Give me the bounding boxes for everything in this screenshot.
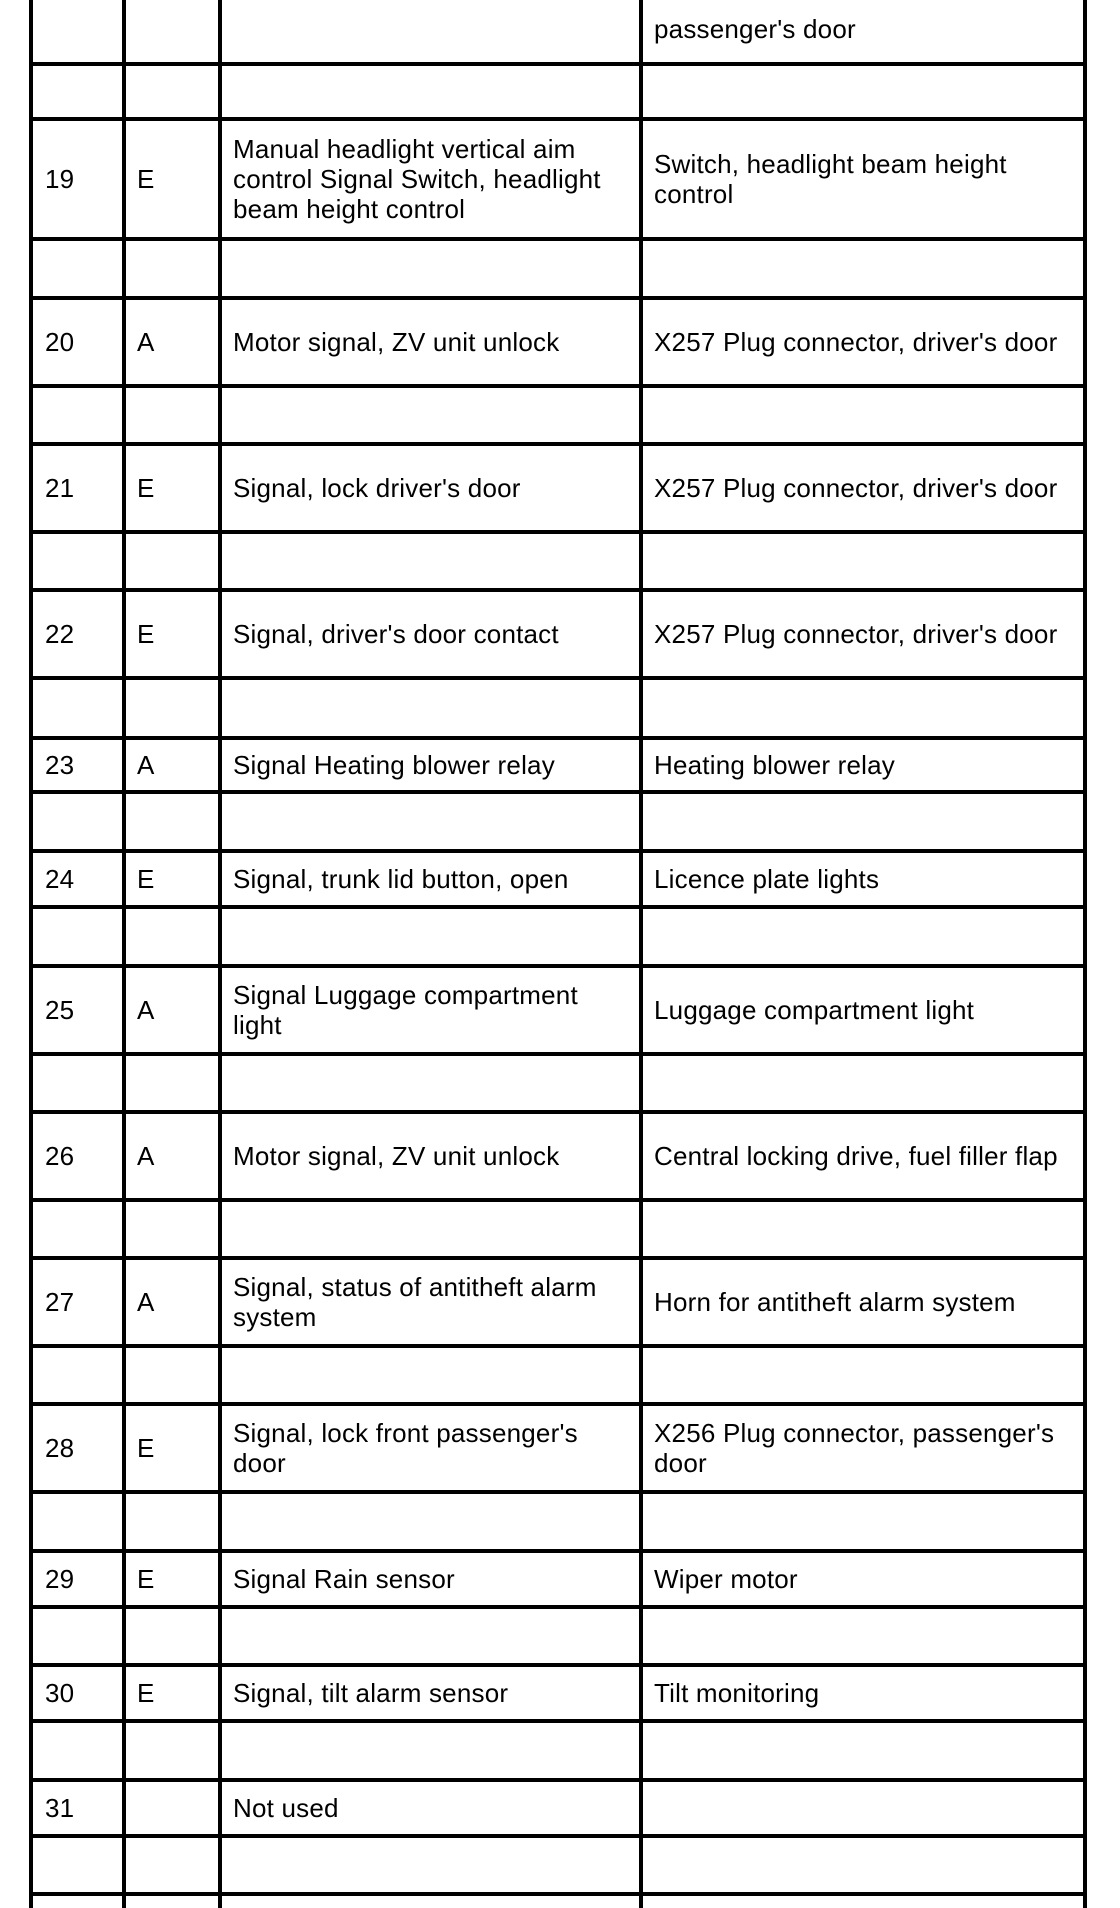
- io-cell: [126, 1782, 219, 1834]
- pin-cell: 27: [45, 1287, 75, 1317]
- signal-cell: Signal, tilt alarm sensor: [233, 1678, 509, 1708]
- component-cell: X257 Plug connector, driver's door: [654, 619, 1058, 649]
- row-divider: [29, 442, 1087, 446]
- component-cell: X257 Plug connector, driver's door: [654, 473, 1058, 503]
- component-cell: Tilt monitoring: [654, 1678, 820, 1708]
- io-cell: E: [137, 619, 155, 649]
- component-cell: passenger's door: [654, 14, 856, 44]
- row-divider: [29, 849, 1087, 853]
- signal-cell: Signal, status of antitheft alarm system: [233, 1272, 597, 1332]
- component-cell: Licence plate lights: [654, 864, 880, 894]
- row-divider: [29, 1490, 1087, 1494]
- io-cell: E: [137, 1433, 155, 1463]
- io-cell: E: [137, 1564, 155, 1594]
- row-divider: [29, 384, 1087, 388]
- pin-cell: 26: [45, 1141, 75, 1171]
- row-divider: [29, 62, 1087, 66]
- table-row: [0, 1260, 1120, 1344]
- table-row: [0, 1553, 1120, 1605]
- table-row: [0, 1406, 1120, 1490]
- io-cell: E: [137, 164, 155, 194]
- signal-cell: Not used: [233, 1793, 339, 1823]
- row-divider: [29, 790, 1087, 794]
- table-row: [0, 300, 1120, 384]
- table-row: [0, 592, 1120, 676]
- row-divider: [29, 588, 1087, 592]
- row-divider: [29, 237, 1087, 241]
- row-divider: [29, 1663, 1087, 1667]
- pin-cell: [34, 6, 124, 62]
- component-cell: Central locking drive, fuel filler flap: [654, 1141, 1058, 1171]
- pin-cell: 20: [45, 327, 75, 357]
- column-divider: [1083, 0, 1087, 1908]
- component-cell: Switch, headlight beam height control: [654, 149, 1007, 209]
- signal-cell: Signal, trunk lid button, open: [233, 864, 569, 894]
- component-cell: Wiper motor: [654, 1564, 798, 1594]
- pin-cell: 30: [45, 1678, 75, 1708]
- signal-cell: Motor signal, ZV unit unlock: [233, 1141, 560, 1171]
- pin-cell: 31: [45, 1793, 75, 1823]
- row-divider: [29, 1052, 1087, 1056]
- table-row: [0, 6, 1120, 62]
- row-divider: [29, 1198, 1087, 1202]
- component-cell: [643, 1782, 1083, 1834]
- signal-cell: Manual headlight vertical aim control Signal Switch, headlight beam height control: [233, 134, 601, 224]
- row-divider: [29, 1834, 1087, 1838]
- row-divider: [29, 1549, 1087, 1553]
- signal-cell: Signal Heating blower relay: [233, 750, 555, 780]
- io-cell: E: [137, 1678, 155, 1708]
- io-cell: [126, 6, 219, 62]
- row-divider: [29, 1719, 1087, 1723]
- row-divider: [29, 1778, 1087, 1782]
- row-divider: [29, 1256, 1087, 1260]
- pin-cell: 22: [45, 619, 75, 649]
- pin-cell: 25: [45, 995, 75, 1025]
- signal-cell: Signal, driver's door contact: [233, 619, 559, 649]
- column-divider: [122, 0, 126, 1908]
- table-row: [0, 968, 1120, 1052]
- pin-cell: 29: [45, 1564, 75, 1594]
- component-cell: Luggage compartment light: [654, 995, 975, 1025]
- table-row: [0, 1667, 1120, 1719]
- row-divider: [29, 117, 1087, 121]
- pin-cell: 19: [45, 164, 75, 194]
- row-divider: [29, 736, 1087, 740]
- component-cell: Heating blower relay: [654, 750, 896, 780]
- table-row: [0, 740, 1120, 790]
- column-divider: [218, 0, 222, 1908]
- row-divider: [29, 676, 1087, 680]
- component-cell: X257 Plug connector, driver's door: [654, 327, 1058, 357]
- io-cell: E: [137, 473, 155, 503]
- row-divider: [29, 964, 1087, 968]
- row-divider: [29, 296, 1087, 300]
- table-row: [0, 1114, 1120, 1198]
- pin-cell: 21: [45, 473, 75, 503]
- row-divider: [29, 530, 1087, 534]
- io-cell: A: [137, 995, 155, 1025]
- pin-cell: 23: [45, 750, 75, 780]
- column-divider: [29, 0, 33, 1908]
- signal-cell: Signal Rain sensor: [233, 1564, 455, 1594]
- table-row: [0, 121, 1120, 237]
- row-divider: [29, 1344, 1087, 1348]
- signal-cell: Signal, lock driver's door: [233, 473, 521, 503]
- io-cell: A: [137, 750, 155, 780]
- table-row: [0, 446, 1120, 530]
- io-cell: E: [137, 864, 155, 894]
- component-cell: Horn for antitheft alarm system: [654, 1287, 1016, 1317]
- row-divider: [29, 1402, 1087, 1406]
- row-divider: [29, 1605, 1087, 1609]
- io-cell: A: [137, 1141, 155, 1171]
- table-row: [0, 1782, 1120, 1834]
- pin-cell: 28: [45, 1433, 75, 1463]
- column-divider: [639, 0, 643, 1908]
- row-divider: [29, 1110, 1087, 1114]
- signal-cell: Signal, lock front passenger's door: [233, 1418, 578, 1478]
- signal-cell: [222, 6, 640, 62]
- pin-cell: 24: [45, 864, 75, 894]
- signal-cell: Signal Luggage compartment light: [233, 980, 578, 1040]
- signal-cell: Motor signal, ZV unit unlock: [233, 327, 560, 357]
- row-divider: [29, 1892, 1087, 1896]
- component-cell: X256 Plug connector, passenger's door: [654, 1418, 1055, 1478]
- io-cell: A: [137, 327, 155, 357]
- io-cell: A: [137, 1287, 155, 1317]
- table-row: [0, 853, 1120, 905]
- row-divider: [29, 905, 1087, 909]
